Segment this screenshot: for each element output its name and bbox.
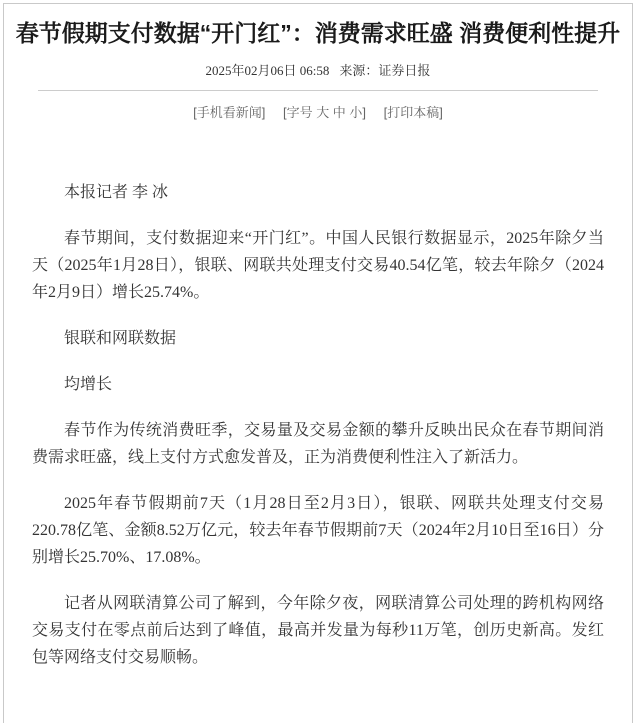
section-subhead: 均增长 <box>64 376 113 393</box>
paragraph: 春节作为传统消费旺季，交易量及交易金额的攀升反映出民众在春节期间消费需求旺盛，线上支付方式愈发普及，正为消费便利性注入了新活力。 <box>32 422 604 466</box>
toolbar-link-font-size[interactable]: [字号 大 中 小] <box>282 105 367 120</box>
toolbar-link-mobile-news[interactable]: [手机看新闻] <box>193 105 266 120</box>
article-meta <box>4 60 632 79</box>
article-page <box>3 3 633 723</box>
source-label: 来源：证券日报 <box>339 63 431 78</box>
reporter-line: 本报记者 李 冰 <box>64 184 169 201</box>
article-body <box>4 179 632 671</box>
page-title: 春节假期支付数据“开门红”：消费需求旺盛 消费便利性提升 <box>15 20 621 46</box>
section-subhead: 银联和网联数据 <box>64 330 177 347</box>
paragraph: 记者从网联清算公司了解到，今年除夕夜，网联清算公司处理的跨机构网络交易支付在零点前后达到了峰值，最高并发量为每秒11万笔，创历史新高。发红包等网络支付交易顺畅。 <box>32 595 604 666</box>
publish-datetime: 2025年02月06日 06:58 <box>205 63 330 78</box>
toolbar-link-print[interactable]: [打印本稿] <box>383 105 443 120</box>
toolbar <box>4 102 632 121</box>
paragraph: 春节期间，支付数据迎来“开门红”。中国人民银行数据显示，2025年除夕当天（2025年1月28日），银联、网联共处理支付交易40.54亿笔，较去年除夕（2024年2月9日）增长25.74%。 <box>32 230 604 301</box>
paragraph: 2025年春节假期前7天（1月28日至2月3日），银联、网联共处理支付交易220.78亿笔、金额8.52万亿元，较去年春节假期前7天（2024年2月10日至16日）分别增长25.70%、17.08%。 <box>32 495 604 566</box>
divider <box>38 90 598 91</box>
